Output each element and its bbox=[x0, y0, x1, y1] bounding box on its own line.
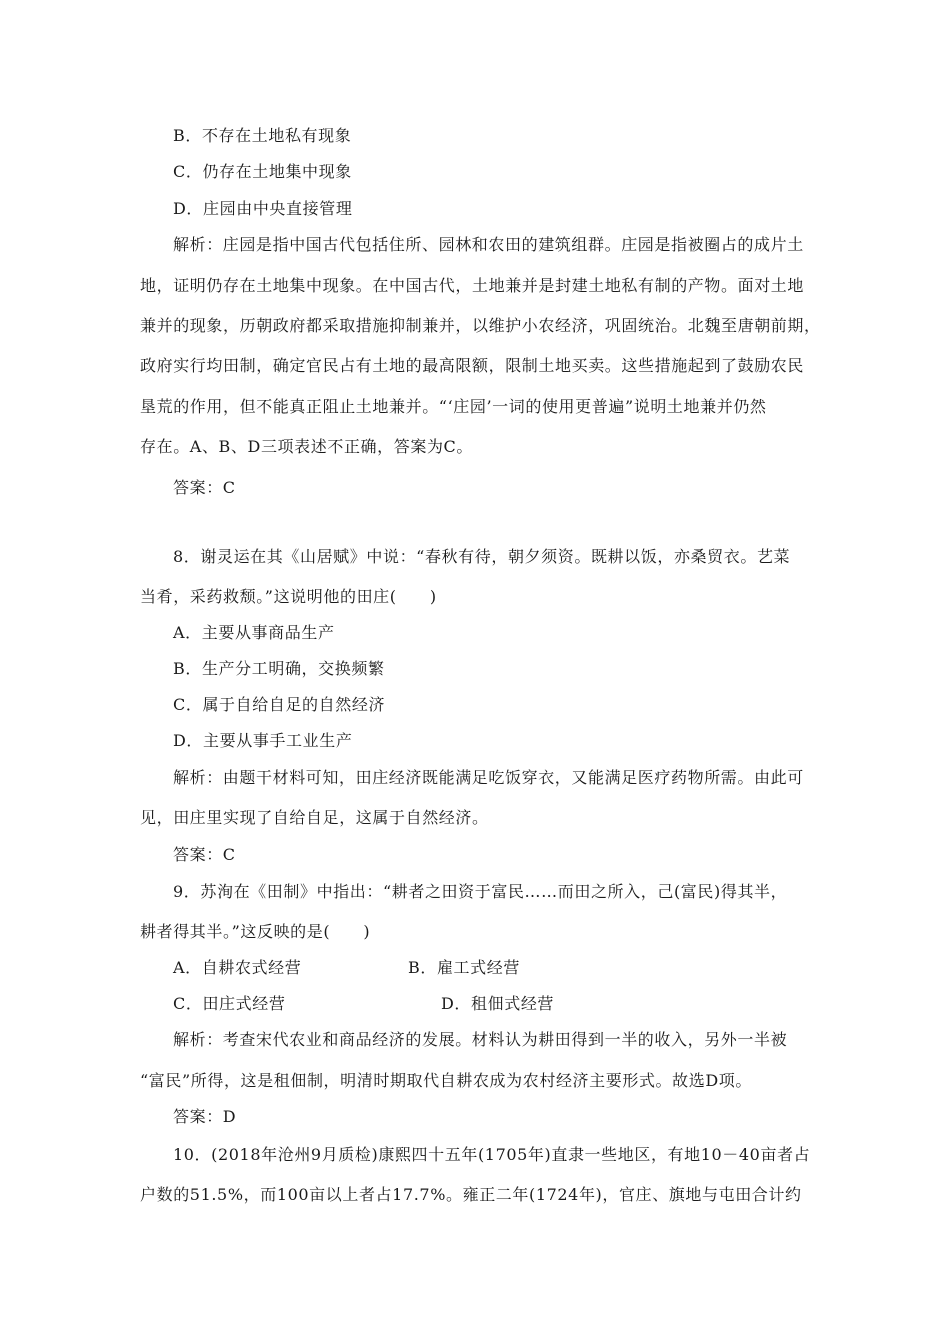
q7-option-c: C．仍存在土地集中现象 bbox=[173, 162, 352, 181]
q9-stem-line: 耕者得其半。”这反映的是( ) bbox=[140, 922, 371, 941]
q7-analysis-line: 地，证明仍存在土地集中现象。在中国古代，土地兼并是封建土地私有制的产物。面对土地 bbox=[140, 276, 805, 295]
q8-stem-line: 当肴，采药救颓。”这说明他的田庄( ) bbox=[140, 587, 437, 606]
q9-option-a: A．自耕农式经营 bbox=[173, 958, 302, 977]
q8-analysis-line: 见，田庄里实现了自给自足，这属于自然经济。 bbox=[140, 808, 489, 827]
q9-analysis-line: “富民”所得，这是租佃制，明清时期取代自耕农成为农村经济主要形式。故选D项。 bbox=[140, 1071, 752, 1090]
q9-options-row-1 bbox=[173, 958, 853, 978]
q7-analysis-line: 兼并的现象，历朝政府都采取措施抑制兼并，以维护小农经济，巩固统治。北魏至唐朝前期， bbox=[140, 316, 821, 335]
q9-stem-line: 9．苏洵在《田制》中指出：“耕者之田资于富民……而田之所入，己(富民)得其半， bbox=[173, 882, 788, 901]
q7-analysis-line: 垦荒的作用，但不能真正阻止土地兼并。“‘庄园’一词的使用更普遍”说明土地兼并仍然 bbox=[140, 397, 767, 416]
q8-stem-line: 8．谢灵运在其《山居赋》中说：“春秋有待，朝夕须资。既耕以饭，亦桑贸衣。艺菜 bbox=[173, 547, 791, 566]
q10-stem-line: 10．(2018年沧州9月质检)康熙四十五年(1705年)直隶一些地区，有地10－40亩者占 bbox=[173, 1145, 811, 1164]
q8-analysis-line: 解析：由题干材料可知，田庄经济既能满足吃饭穿衣，又能满足医疗药物所需。由此可 bbox=[173, 768, 804, 787]
q7-analysis-line: 解析：庄园是指中国古代包括住所、园林和农田的建筑组群。庄园是指被圈占的成片土 bbox=[173, 235, 804, 254]
q7-answer: 答案：C bbox=[173, 478, 236, 497]
q8-option-b: B．生产分工明确，交换频繁 bbox=[173, 659, 385, 678]
q9-option-d: D．租佃式经营 bbox=[441, 994, 555, 1013]
q7-option-b: B．不存在土地私有现象 bbox=[173, 126, 352, 145]
q7-analysis-line: 存在。A、B、D三项表述不正确，答案为C。 bbox=[140, 437, 473, 456]
q9-answer: 答案：D bbox=[173, 1107, 237, 1126]
q7-option-d: D．庄园由中央直接管理 bbox=[173, 199, 353, 218]
q8-option-a: A．主要从事商品生产 bbox=[173, 623, 335, 642]
q8-answer: 答案：C bbox=[173, 845, 236, 864]
q9-options-row-2 bbox=[173, 994, 853, 1014]
q10-stem-line: 户数的51.5%，而100亩以上者占17.7%。雍正二年(1724年)，官庄、旗地与屯田合计约 bbox=[140, 1185, 802, 1204]
q7-analysis-line: 政府实行均田制，确定官民占有土地的最高限额，限制土地买卖。这些措施起到了鼓励农民 bbox=[140, 356, 805, 375]
q8-option-c: C．属于自给自足的自然经济 bbox=[173, 695, 386, 714]
q9-analysis-line: 解析：考查宋代农业和商品经济的发展。材料认为耕田得到一半的收入，另外一半被 bbox=[173, 1030, 788, 1049]
q8-option-d: D．主要从事手工业生产 bbox=[173, 731, 353, 750]
q9-option-c: C．田庄式经营 bbox=[173, 994, 286, 1013]
q9-option-b: B．雇工式经营 bbox=[408, 958, 520, 977]
